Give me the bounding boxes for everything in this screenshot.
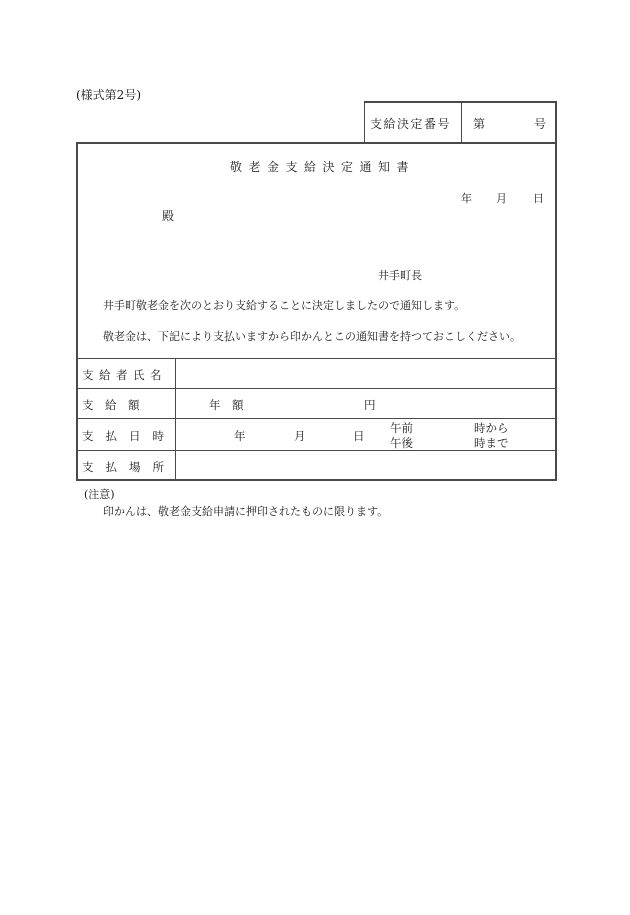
amount-yen: 円 [364, 398, 376, 412]
payment-day: 日 [353, 429, 365, 443]
payment-month: 月 [294, 429, 306, 443]
payment-until: 時まで [474, 436, 509, 450]
date-month: 月 [496, 192, 507, 205]
recipient-name-label: 支給者氏名 [82, 368, 167, 382]
payment-datetime-label: 支払日時 [82, 429, 176, 443]
body-text-line1: 井手町敬老金を次のとおり支給することに決定しましたので通知します。 [103, 299, 466, 312]
decision-number-go: 号 [534, 117, 547, 131]
date-year: 年 [461, 192, 472, 205]
issuer-name: 井手町長 [378, 269, 422, 282]
form-number: (様式第2号) [76, 88, 141, 102]
document-title: 敬老金支給決定通知書 [230, 160, 416, 174]
payment-pm: 午後 [390, 436, 413, 450]
date-day: 日 [533, 192, 544, 205]
notes-text: 印かんは、敬老金支給申請に押印されたものに限ります。 [103, 505, 389, 518]
notes-heading: (注意) [84, 488, 115, 501]
payment-am: 午前 [390, 421, 413, 435]
payment-year: 年 [234, 429, 246, 443]
payment-place-label: 支払場所 [82, 460, 176, 474]
addressee-suffix: 殿 [162, 209, 175, 223]
payment-from: 時から [474, 421, 509, 435]
body-text-line2: 敬老金は、下記により支払いますから印かんとこの通知書を持つておこしください。 [103, 330, 521, 343]
decision-number-label: 支給決定番号 [370, 117, 452, 131]
amount-label: 支 給 額 [82, 398, 140, 412]
amount-annual: 年 額 [209, 398, 244, 412]
decision-number-dai: 第 [473, 117, 486, 131]
